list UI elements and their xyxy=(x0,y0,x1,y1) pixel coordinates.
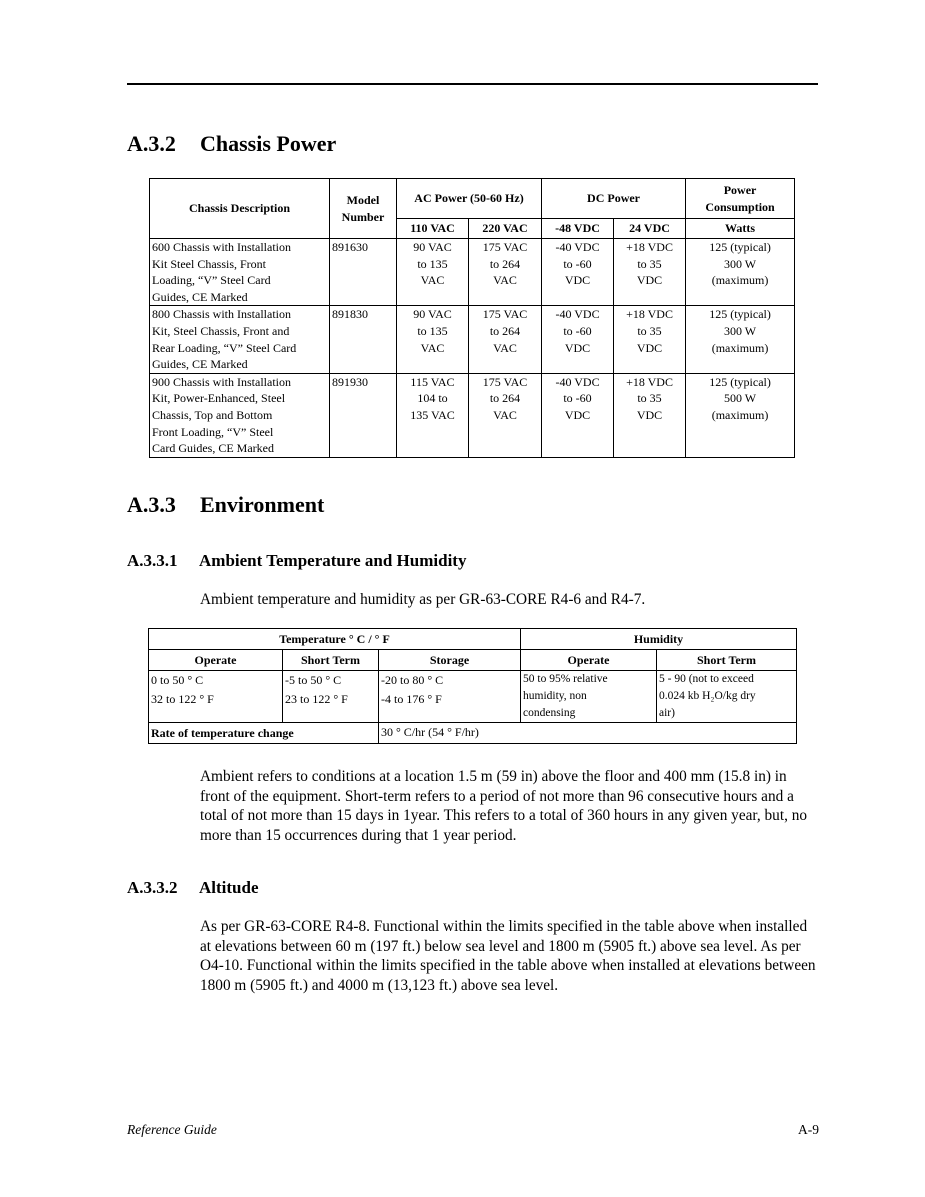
ac-110: 90 VAC to 135 VAC xyxy=(397,306,469,373)
subsection-number: A.3.3.1 xyxy=(127,551,178,570)
chassis-description: 900 Chassis with Installation Kit, Power-Enhanced, Steel Chassis, Top and Bottom Front Loading, “V” Steel Card Guides, CE Marked xyxy=(150,373,330,457)
section-heading-chassis-power xyxy=(127,131,336,157)
header-dc-power: DC Power xyxy=(542,179,686,219)
page-number: A-9 xyxy=(798,1122,819,1137)
temp-storage: -20 to 80 ° C -4 to 176 ° F xyxy=(379,671,521,723)
header-power-consumption: Power Consumption xyxy=(686,179,795,219)
header-model-number: Model Number xyxy=(330,179,397,239)
dc-24: +18 VDC to 35 VDC xyxy=(614,239,686,306)
header-220vac: 220 VAC xyxy=(469,219,542,239)
watts: 125 (typical) 300 W (maximum) xyxy=(686,306,795,373)
header-chassis-description: Chassis Description xyxy=(150,179,330,239)
header-temperature: Temperature ° C / ° F xyxy=(149,629,521,650)
ambient-paragraph: Ambient refers to conditions at a location 1.5 m (59 in) above the floor and 400 mm (15.8 in) in front of the equipment. Short-term refers to a period of not more than 96 consecutive hours and a total of not more than 15 days in 1year. This refers to a total of 360 hours in any given year, but, no more than 15 occurrences during that 1 year period. xyxy=(200,768,808,844)
header-rule xyxy=(127,83,818,85)
header-short-term: Short Term xyxy=(283,650,379,671)
header-24vdc: 24 VDC xyxy=(614,219,686,239)
section-title: Environment xyxy=(200,492,325,517)
watts: 125 (typical) 500 W (maximum) xyxy=(686,373,795,457)
dc-24: +18 VDC to 35 VDC xyxy=(614,373,686,457)
dc-48: -40 VDC to -60 VDC xyxy=(542,373,614,457)
section-number: A.3.3 xyxy=(127,492,176,517)
header-humidity-short-term: Short Term xyxy=(657,650,797,671)
table-row xyxy=(149,671,797,723)
subsection-number: A.3.3.2 xyxy=(127,878,178,897)
ambient-intro: Ambient temperature and humidity as per GR-63-CORE R4-6 and R4-7. xyxy=(200,591,646,608)
chassis-description: 600 Chassis with Installation Kit Steel Chassis, Front Loading, “V” Steel Card Guides, CE Marked xyxy=(150,239,330,306)
header-neg48vdc: -48 VDC xyxy=(542,219,614,239)
header-humidity-operate: Operate xyxy=(521,650,657,671)
header-110vac: 110 VAC xyxy=(397,219,469,239)
table-row xyxy=(150,306,795,373)
header-operate: Operate xyxy=(149,650,283,671)
temp-short-term: -5 to 50 ° C 23 to 122 ° F xyxy=(283,671,379,723)
ac-110: 115 VAC 104 to 135 VAC xyxy=(397,373,469,457)
section-title: Chassis Power xyxy=(200,131,337,156)
header-storage: Storage xyxy=(379,650,521,671)
subsection-title: Ambient Temperature and Humidity xyxy=(199,551,467,570)
rate-label: Rate of temperature change xyxy=(149,723,379,744)
model-number: 891830 xyxy=(330,306,397,373)
dc-48: -40 VDC to -60 VDC xyxy=(542,239,614,306)
table-row xyxy=(150,373,795,457)
ac-110: 90 VAC to 135 VAC xyxy=(397,239,469,306)
section-number: A.3.2 xyxy=(127,131,176,156)
ac-220: 175 VAC to 264 VAC xyxy=(469,239,542,306)
chassis-power-table xyxy=(149,178,795,458)
humidity-operate: 50 to 95% relative humidity, non condensing xyxy=(521,671,657,723)
header-humidity: Humidity xyxy=(521,629,797,650)
dc-48: -40 VDC to -60 VDC xyxy=(542,306,614,373)
header-watts: Watts xyxy=(686,219,795,239)
table-row xyxy=(149,723,797,744)
rate-value: 30 ° C/hr (54 ° F/hr) xyxy=(379,723,797,744)
table-row xyxy=(150,239,795,306)
humidity-short-term: 5 - 90 (not to exceed 0.024 kb H₂O/kg dry air) xyxy=(657,671,797,723)
header-ac-power: AC Power (50-60 Hz) xyxy=(397,179,542,219)
chassis-description: 800 Chassis with Installation Kit, Steel Chassis, Front and Rear Loading, “V” Steel Card Guides, CE Marked xyxy=(150,306,330,373)
dc-24: +18 VDC to 35 VDC xyxy=(614,306,686,373)
subsection-heading-ambient xyxy=(127,551,466,571)
temperature-humidity-table xyxy=(148,628,797,744)
subsection-title: Altitude xyxy=(199,878,259,897)
footer-left: Reference Guide xyxy=(127,1122,217,1137)
model-number: 891930 xyxy=(330,373,397,457)
temp-operate: 0 to 50 ° C 32 to 122 ° F xyxy=(149,671,283,723)
model-number: 891630 xyxy=(330,239,397,306)
subsection-heading-altitude xyxy=(127,878,259,898)
altitude-paragraph: As per GR-63-CORE R4-8. Functional within the limits specified in the table above when installed at elevations between 60 m (197 ft.) below sea level and 1800 m (5905 ft.) above sea level. As per O4-10. Functional within the limits specified in the table above when installed at elevations between 1800 m (5905 ft.) and 4000 m (13,123 ft.) above sea level. xyxy=(200,918,816,994)
ac-220: 175 VAC to 264 VAC xyxy=(469,306,542,373)
ac-220: 175 VAC to 264 VAC xyxy=(469,373,542,457)
section-heading-environment xyxy=(127,492,324,518)
watts: 125 (typical) 300 W (maximum) xyxy=(686,239,795,306)
